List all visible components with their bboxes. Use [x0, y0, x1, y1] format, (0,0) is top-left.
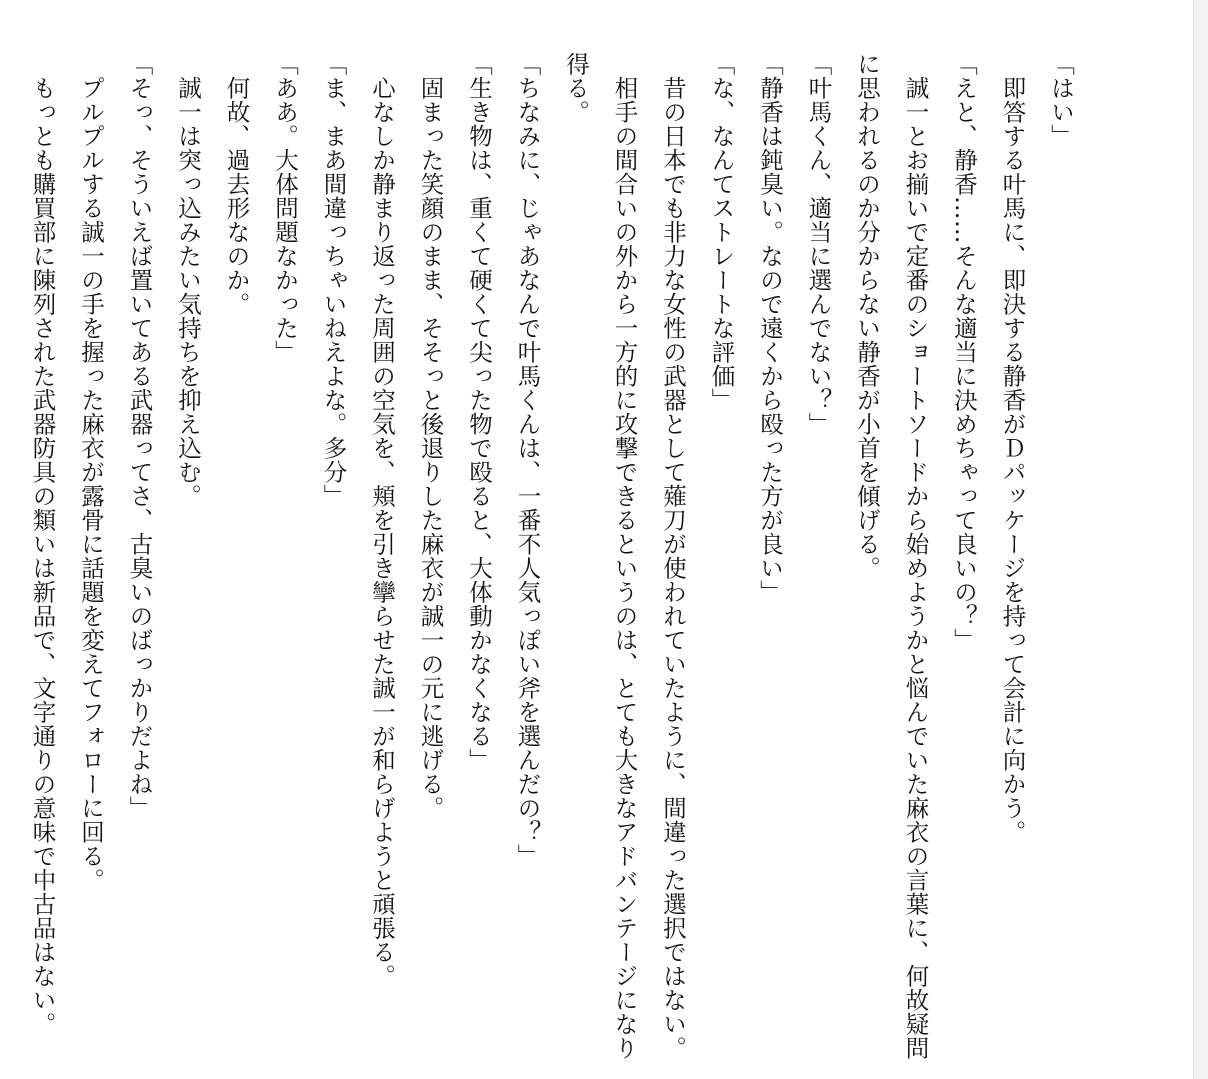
text-line: プルプルする誠一の手を握った麻衣が露骨に話題を変えてフォローに回る。 [77, 52, 105, 892]
text-line: 「ああ。大体問題なかった」 [271, 52, 299, 364]
vertical-text-body [25, 52, 1085, 1062]
text-line: 何故、過去形なのか。 [222, 52, 251, 316]
text-line: 昔の日本でも非力な女性の武器として薙刀が使われていたように、間違った選択ではない。 [659, 52, 687, 1060]
text-line: 誠一とお揃いで定番のショートソードから始めようかと悩んでいた麻衣の言葉に、何故疑問に思われるのか分からない静香が小首を傾げる。 [853, 52, 930, 1060]
text-line: 「そっ、そういえば置いてある武器ってさ、古臭いのばっかりだよね」 [125, 52, 154, 820]
text-line: 即答する叶馬に、即決する静香がＤパッケージを持って会計に向かう。 [998, 52, 1027, 844]
text-line: 「ちなみに、じゃあなんで叶馬くんは、一番不人気っぽい斧を選んだの？」 [513, 52, 542, 868]
text-line: 「な、なんてストレートな評価」 [707, 52, 736, 412]
text-line: 「叶馬くん、適当に選んでない？」 [804, 52, 833, 436]
text-line: 「えと、静香……そんな適当に決めちゃって良いの？」 [950, 52, 978, 652]
text-line: 固まった笑顔のまま、そそっと後退りした麻衣が誠一の元に逃げる。 [416, 52, 445, 820]
text-line: 「はい」 [1047, 52, 1075, 148]
text-line: もっとも購買部に陳列された武器防具の類いは新品で、文字通りの意味で中古品はない。 [28, 52, 57, 1036]
text-line: 「生き物は、重くて硬くて尖った物で殴ると、大体動かなくなる」 [465, 52, 493, 772]
text-line: 心なしか静まり返った周囲の空気を、頬を引き攣らせた誠一が和らげようと頑張る。 [368, 52, 396, 988]
text-line: 誠一は突っ込みたい気持ちを抑え込む。 [174, 52, 202, 508]
scrollbar-track[interactable] [1193, 0, 1208, 1079]
text-line: 「ま、まあ間違っちゃいねえよな。多分」 [319, 52, 348, 508]
text-line: 「静香は鈍臭い。なので遠くから殴った方が良い」 [756, 52, 784, 604]
text-line: 相手の間合いの外から一方的に攻撃できるというのは、とても大きなアドバンテージになり得る。 [562, 52, 639, 1060]
